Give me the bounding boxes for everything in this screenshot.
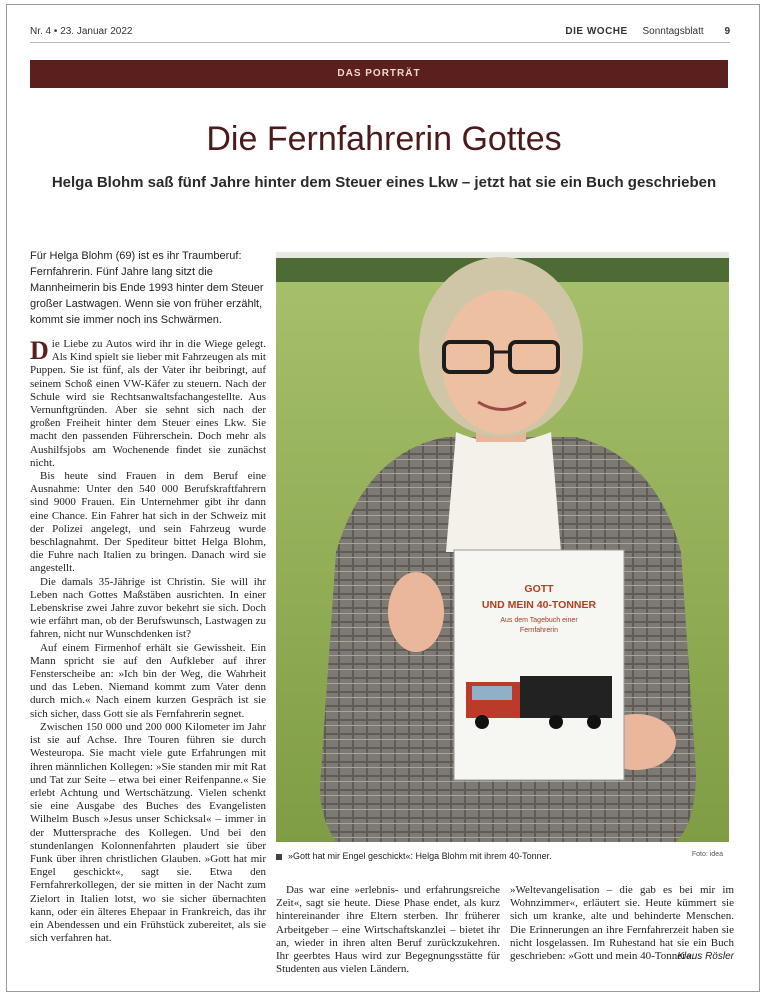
- issue-date: 23. Januar 2022: [60, 26, 133, 37]
- article-column-2: [276, 884, 500, 976]
- page-number: 9: [724, 26, 730, 37]
- article-subheadline: Helga Blohm saß fünf Jahre hinter dem Steuer eines Lkw – jetzt hat sie ein Buch geschrieben: [51, 174, 717, 191]
- drop-cap: D: [30, 336, 49, 365]
- article-lead: Für Helga Blohm (69) ist es ihr Traumberuf: Fernfahrerin. Fünf Jahre lang sitzt die Mannheimerin bis Ende 1993 hinter dem Steuer großer Lastwagen. Wenn sie von früher erzählt, kommt sie immer noch ins Schwärmen.: [30, 250, 264, 326]
- article-column-3: [510, 884, 734, 963]
- paper-info: [565, 26, 730, 37]
- paragraph-7: »Weltevangelisation – die gab es bei mir im Wohnzimmer«, erläutert sie. Heute kümmert sie sich um kranke, alte und behinderte Menschen. Die Erinnerungen an ihre Fernfahrerzeit haben sie nicht losgelassen. Im Ruhestand hat sie ein Buch geschrieben: »Gott und mein 40-Tonner«.: [510, 884, 734, 963]
- book-title-line-1: GOTT: [524, 583, 554, 595]
- header-divider: [30, 42, 730, 43]
- book-subtitle-line-1: Aus dem Tagebuch einer: [500, 617, 578, 624]
- article-headline: Die Fernfahrerin Gottes: [206, 120, 562, 158]
- section-banner: DAS PORTRÄT: [30, 60, 728, 88]
- book-subtitle-line-2: Fernfahrerin: [519, 627, 559, 634]
- paragraph-4: Auf einem Firmenhof erhält sie Gewissheit. Ein Mann spricht sie auf den Aufkleber auf ihrer Fensterscheibe an: »Ich bin der Weg, die Wahrheit und das Leben. Niemand kommt zum Vater denn durch mich.« Nach einem kurzen Gespräch ist sie sich sicher, dass Gott sie als Fernfahrerin segnet.: [30, 641, 266, 720]
- photo-credit: Foto: idea: [691, 851, 723, 858]
- issue-info: [30, 26, 132, 37]
- issue-number: Nr. 4: [30, 26, 52, 37]
- photo-caption: [276, 851, 729, 861]
- paper-name: DIE WOCHE: [565, 26, 628, 37]
- article-column-1: [30, 338, 266, 945]
- caption-square-icon: [276, 854, 282, 860]
- book-cover: [454, 550, 624, 780]
- paragraph-3: Die damals 35-Jährige ist Christin. Sie will ihr Leben nach Gottes Maßstäben ausrichten. In einer Lebenskrise zwei Jahre zuvor bekehrt sie sich. Doch wie erfährt man, ob der Berufswunsch, Lastwagen zu fahren, nicht nur Wunschdenken ist?: [30, 575, 266, 641]
- section-name: Sonntagsblatt: [642, 26, 704, 37]
- bullet-icon: •: [53, 26, 61, 37]
- paragraph-2: Bis heute sind Frauen in dem Beruf eine Ausnahme: Unter den 540 000 Berufskraftfahrern sind 9000 Frauen. Ein Unternehmer gibt ihr dann eine Chance. Ein Fahrer hat sich in der Schweiz mit der Polizei angelegt, und sein Fahrzeug wurde beschlagnahmt. Der Spediteur bittet Helga Blohm, die Fuhre nach Italien zu bringen. Danach wird sie angestellt.: [30, 470, 266, 575]
- portrait-photo: [276, 252, 729, 842]
- page-header: [30, 24, 730, 40]
- paragraph-6: Das war eine »erlebnis- und erfahrungsreiche Zeit«, sagt sie heute. Diese Phase endet, als kurz hintereinander ihre Eltern sterben. Ihr früherer Arbeitgeber – eine Wirtschaftskanzlei – bietet ihr an, wieder in ihren alten Beruf zurückzukehren. Ihr geerbtes Haus wird zur Begegnungsstätte für Studenten aus vielen Ländern.: [276, 884, 500, 976]
- author-signature: Klaus Rösler: [677, 951, 734, 963]
- caption-text: »Gott hat mir Engel geschickt«: Helga Blohm mit ihrem 40-Tonner.: [288, 851, 552, 861]
- paragraph-5: Zwischen 150 000 und 200 000 Kilometer im Jahr ist sie auf Achse. Ihre Touren führen sie durch Westeuropa. Sie macht viele gute Erfahrungen mit ihren männlichen Kollegen: »Sie standen mir mit Rat und Tat zur Seite – etwa bei einer Reifenpanne.« Sie erlebt Achtung und Wertschätzung. Vielen schenkt sie eine Ausgabe des Buches des Evangelisten Wilhelm Busch »Jesus unser Schicksal« – immer in der Muttersprache des Kollegen. Und bei den stundenlangen Kolonnenfahrten plaudert sie über Funk über ihren christlichen Glauben. »Gott hat mir Engel geschickt«, sagt sie. Etwa den Fernfahrerkollegen, der sie mitten in der Nacht zum Zielort in Italien lotst, wo sie sicher übernachten kann, oder ein älteres Ehepaar in Frankreich, das ihr ein Abendessen und ein Frühstück zubereitet, als sie sich verfahren hat.: [30, 720, 266, 945]
- paragraph-1: Die Liebe zu Autos wird ihr in die Wiege gelegt. Als Kind spielt sie lieber mit Fahrzeugen als mit Puppen. Sie ist fünf, als der Vater ihr beibringt, auf seinem Schoß einen VW-Käfer zu steuern. Nach der Schule wird sie Rechtsanwaltsfachangestellte. Aus Vernunftgründen. Aber sie sehnt sich nach der großen Freiheit hinter dem Steuer eines Lkw. Sie macht den passenden Führerschein. Doch mehr als Aushilfsjobs am Wochenende findet sie zunächst nicht.: [30, 336, 266, 469]
- book-title-line-2: UND MEIN 40-TONNER: [481, 599, 597, 611]
